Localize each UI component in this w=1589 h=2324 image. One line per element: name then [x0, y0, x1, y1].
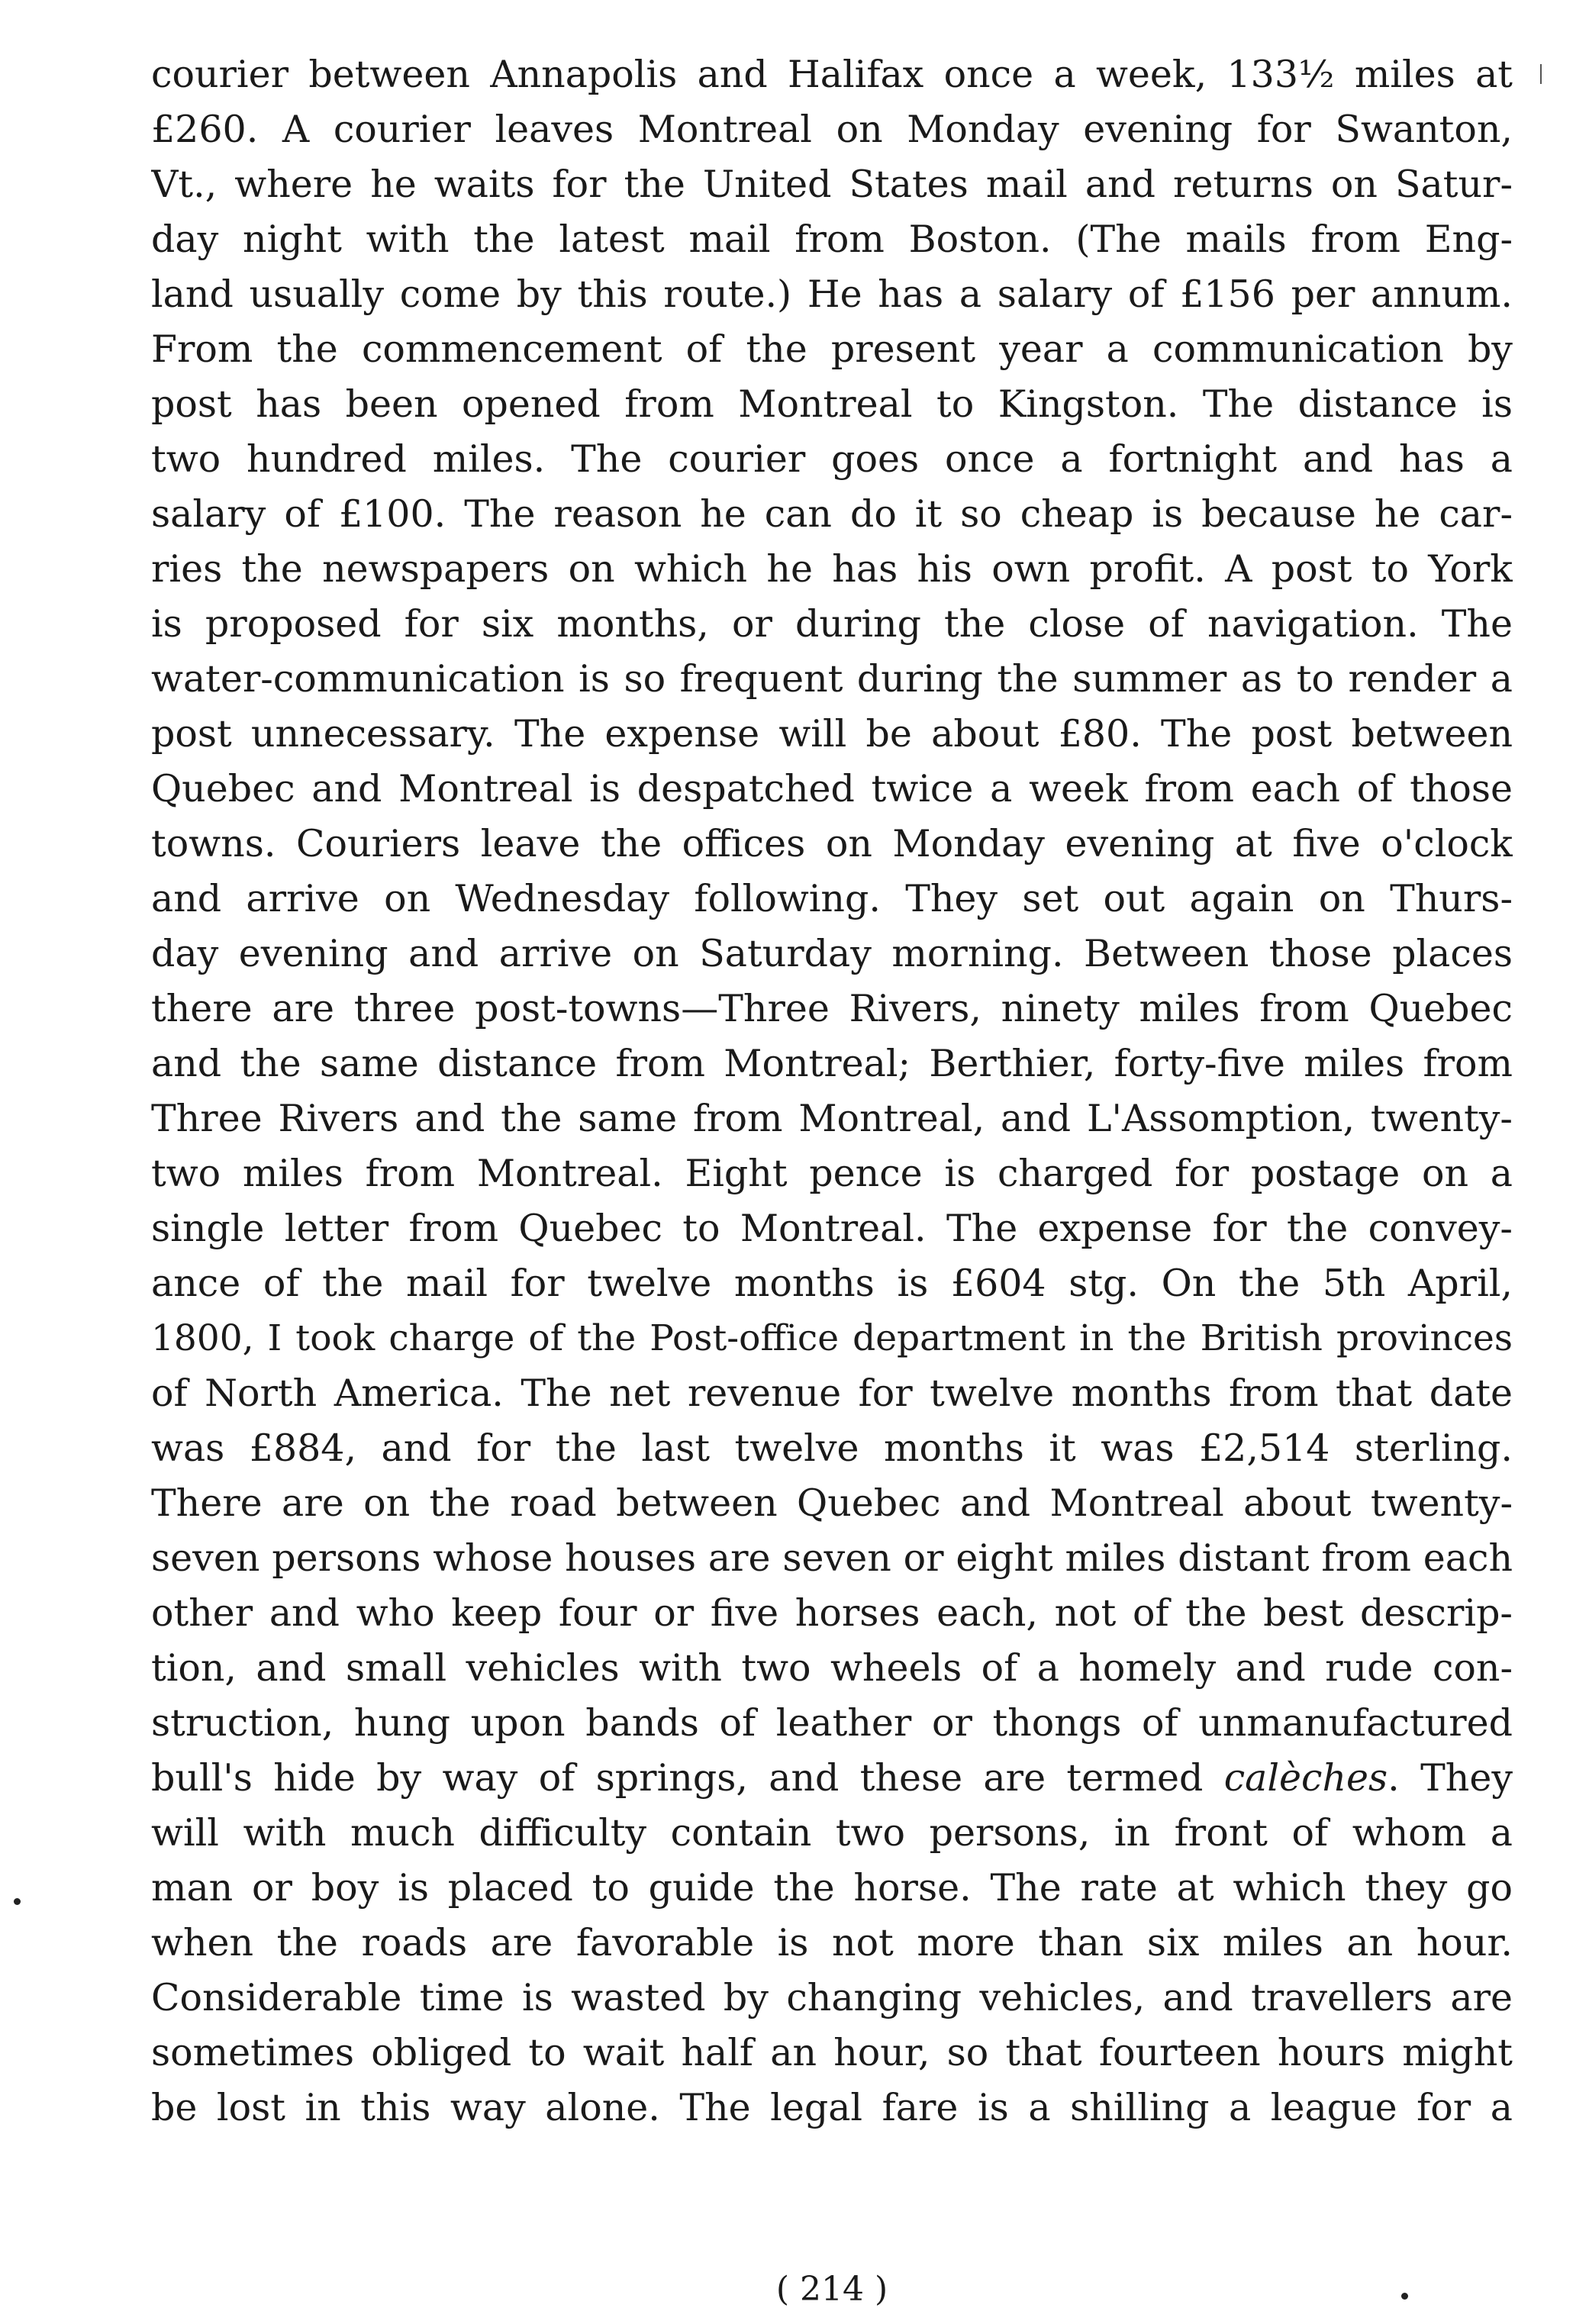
page [151, 47, 1513, 2309]
text-line: day evening and arrive on Saturday morning. Between those places [151, 932, 1513, 975]
text-line: Considerable time is wasted by changing vehicles, and travellers are [151, 1976, 1513, 2019]
margin-mark [14, 1898, 21, 1905]
text-line: post has been opened from Montreal to Kingston. The distance is [151, 382, 1513, 426]
text-line: is proposed for six months, or during the close of navigation. The [151, 602, 1513, 646]
text-line: salary of £100. The reason he can do it so cheap is because he car- [151, 492, 1513, 536]
text-line: Vt., where he waits for the United States mail and returns on Satur- [151, 163, 1513, 206]
text-line: ries the newspapers on which he has his own profit. A post to York [151, 547, 1513, 591]
text-line: when the roads are favorable is not more than six miles an hour. [151, 1921, 1513, 1965]
text-line: There are on the road between Quebec and Montreal about twenty- [151, 1481, 1513, 1525]
text-line: man or boy is placed to guide the horse. The rate at which they go [151, 1866, 1513, 1910]
text-line: From the commencement of the present year a communication by [151, 327, 1513, 371]
text-line: courier between Annapolis and Halifax once a week, 133½ miles at [151, 53, 1513, 96]
text-line: and the same distance from Montreal; Berthier, forty-five miles from [151, 1042, 1513, 1085]
text-line: towns. Couriers leave the offices on Monday evening at five o'clock [151, 822, 1513, 865]
text-line: other and who keep four or five horses each, not of the best descrip- [151, 1591, 1513, 1635]
text-line: single letter from Quebec to Montreal. The expense for the convey- [151, 1207, 1513, 1250]
text-line: Three Rivers and the same from Montreal, and L'Assomption, twenty- [151, 1097, 1513, 1140]
text-line: Quebec and Montreal is despatched twice a week from each of those [151, 767, 1513, 811]
text-line: land usually come by this route.) He has a salary of £156 per annum. [151, 272, 1513, 316]
text-line: and arrive on Wednesday following. They set out again on Thurs- [151, 877, 1513, 920]
text-line: seven persons whose houses are seven or eight miles distant from each [151, 1536, 1513, 1580]
margin-mark [1540, 64, 1542, 84]
text-line: ance of the mail for twelve months is £604 stg. On the 5th April, [151, 1262, 1513, 1305]
text-line: struction, hung upon bands of leather or thongs of unmanufactured [151, 1701, 1513, 1745]
page-number: ( 214 ) [775, 2270, 888, 2309]
text-line: of North America. The net revenue for twelve months from that date [151, 1372, 1513, 1415]
text-line: was £884, and for the last twelve months it was £2,514 sterling. [151, 1426, 1513, 1470]
text-line: sometimes obliged to wait half an hour, so that fourteen hours might [151, 2031, 1513, 2074]
margin-mark [1401, 2293, 1408, 2300]
text-line: will with much difficulty contain two persons, in front of whom a [151, 1811, 1513, 1855]
text-line: there are three post-towns—Three Rivers, ninety miles from Quebec [151, 987, 1513, 1030]
text-line: post unnecessary. The expense will be about £80. The post between [151, 712, 1513, 756]
text-line: £260. A courier leaves Montreal on Monday evening for Swanton, [151, 108, 1513, 151]
body-text [151, 47, 1513, 2135]
text-line: 1800, I took charge of the Post-office department in the British provinces [151, 1317, 1513, 1359]
text-line: water-communication is so frequent during the summer as to render a [151, 657, 1513, 701]
text-line: bull's hide by way of springs, and these are termed calèches. They [151, 1756, 1513, 1800]
text-line: two miles from Montreal. Eight pence is charged for postage on a [151, 1152, 1513, 1195]
text-line: day night with the latest mail from Boston. (The mails from Eng- [151, 218, 1513, 261]
text-line: tion, and small vehicles with two wheels of a homely and rude con- [151, 1646, 1513, 1690]
text-line: be lost in this way alone. The legal fare is a shilling a league for a [151, 2086, 1513, 2129]
text-line: two hundred miles. The courier goes once a fortnight and has a [151, 437, 1513, 481]
